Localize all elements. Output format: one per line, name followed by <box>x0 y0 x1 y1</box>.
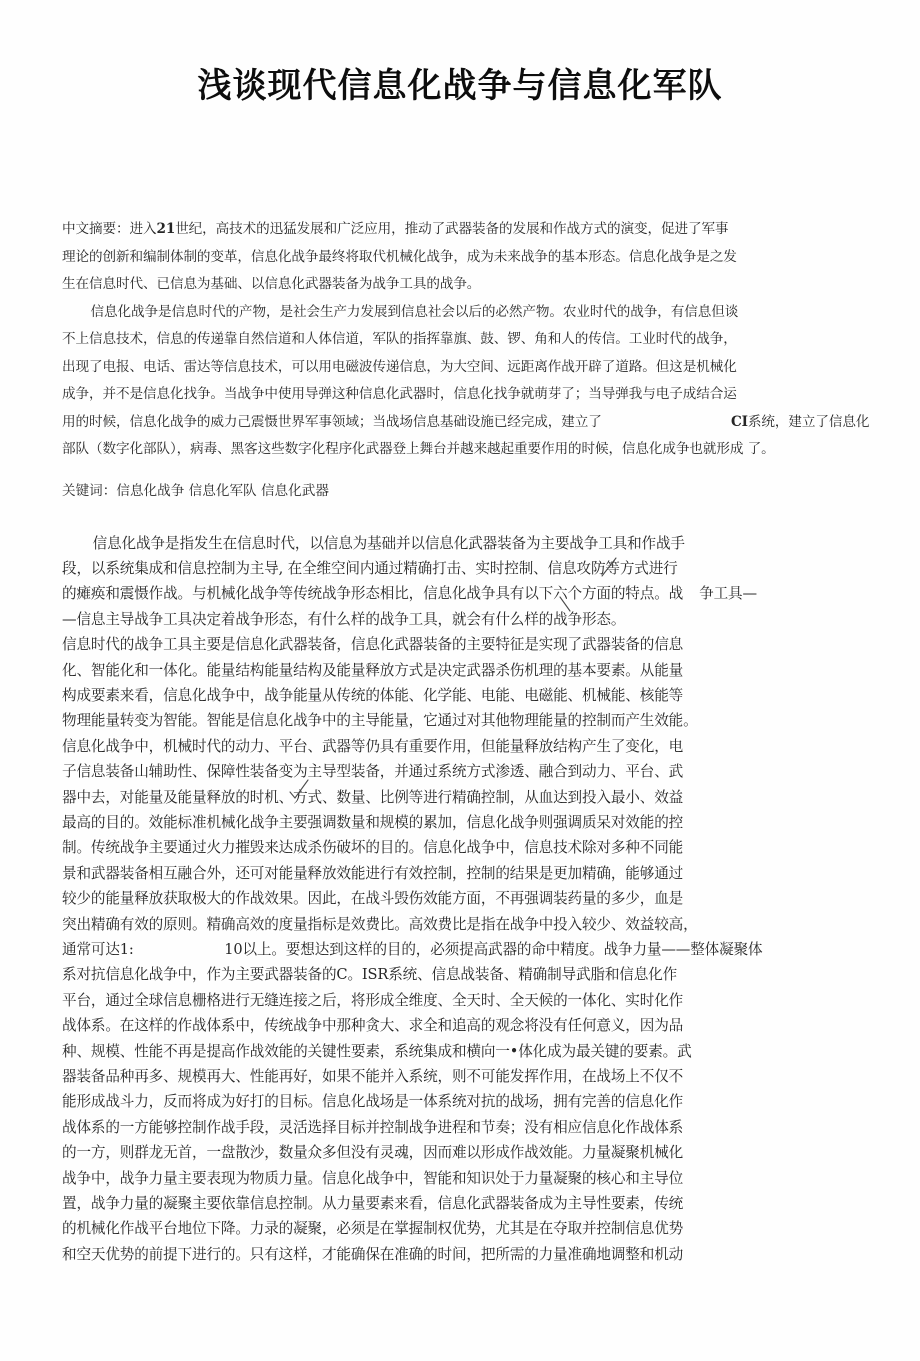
text-line <box>62 1064 862 1089</box>
text-line <box>62 326 862 354</box>
body-text: 10以上。要想达到这样的目的，必须提高武器的命中精度。战争力量——整体凝聚体 <box>224 941 763 958</box>
text-line <box>62 478 862 505</box>
keywords-body-spacer <box>62 505 862 531</box>
text-line <box>62 912 862 937</box>
body-text: 平台，通过全球信息栅格进行无缝连接之后，将形成全维度、全天时、全天候的一体化、实时化作 <box>62 991 684 1009</box>
text-line <box>62 1216 862 1241</box>
text-line <box>62 1039 862 1064</box>
page-title: 浅谈现代信息化战争与信息化军队 <box>197 66 723 106</box>
body-text: 信息时代的战争工具主要是信息化武器装备，信息化武器装备的主要特征是实现了武器装备的信息 <box>62 636 684 654</box>
text-line <box>62 1115 862 1140</box>
body-text: 系对抗信息化战争中，作为主要武器装备的C。ISR系统、信息战装备、精确制导武脂和信息化作 <box>62 966 678 984</box>
body-text: 制。传统战争主要通过火力摧毁来达成杀伤破坏的目的。信息化战争中，信息技术除对多种不同能 <box>62 839 684 857</box>
body-text: 种、规模、性能不再是提高作战效能的关键性要素，系统集成和横向一•体化成为最关键的要素。武 <box>62 1042 692 1060</box>
abstract-section <box>62 216 870 464</box>
body-text: 信息化战争是指发生在信息时代，以信息为基础并以信息化武器装备为主要战争工具和作战手 <box>92 534 685 552</box>
body-text: 战体系。在这样的作战体系中，传统战争中那种贪大、求全和追高的观念将没有任何意义，因为品 <box>62 1017 684 1035</box>
text-line <box>62 409 870 437</box>
body-text: 部队（数字化部队），病毒、黑客这些数字化程序化武器登上舞台并越来越起重要作用的时候，信息化成争也就形成 了。 <box>62 441 775 457</box>
text-line <box>62 1166 862 1191</box>
body-text: 较少的能量释放获取极大的作战效果。因此，在战斗毁伤效能方面，不再强调装药量的多少，血是 <box>62 890 684 908</box>
text-line <box>62 271 862 299</box>
body-text: 的瘫痪和震慑作战。与机械化战争等传统战争形态相比，信息化战争具有以下六个方面的特点。战 <box>62 585 684 603</box>
body-text: 系统，建立了信息化 <box>747 413 870 430</box>
emphasis-text: 21 <box>156 221 176 237</box>
text-line <box>62 861 862 886</box>
body-text: 世纪，高技术的迅猛发展和广泛应用，推动了武器装备的发展和作战方式的演变，促进了军事 <box>175 221 729 237</box>
text-line <box>62 1140 862 1165</box>
body-text: 关键词：信息化战争 信息化军队 信息化武器 <box>62 482 329 499</box>
text-line <box>62 531 862 556</box>
text-line <box>62 962 862 987</box>
body-text: —信息主导战争工具决定着战争形态，有什么样的战争工具，就会有什么样的战争形态。 <box>62 610 626 628</box>
body-text: 构成要素来看，信息化战争中，战争能量从传统的体能、化学能、电能、电磁能、机械能、核能等 <box>62 686 684 704</box>
body-text: 生在信息时代、已信息为基础、以信息化武器装备为战争工具的战争。 <box>62 276 481 292</box>
text-line <box>62 354 862 382</box>
body-text: 信息化战争中，机械时代的动力、平台、武器等仍具有重要作用，但能量释放结构产生了变化，电 <box>62 737 684 755</box>
abstract-keywords-spacer <box>62 464 862 478</box>
body-text: 能形成战斗力，反而将成为好打的目标。信息化战场是一体系统对抗的战场，拥有完善的信息化作 <box>62 1093 684 1111</box>
text-line <box>62 381 862 409</box>
body-text: 出现了电报、电话、雷达等信息技术，可以用电磁波传递信息，为大空间、远距离作战开辟了道路。但这是机械化 <box>62 358 737 375</box>
text-line <box>62 810 862 835</box>
body-text: 战体系的一方能够控制作战手段，灵活选择目标并控制战争进程和节奏；没有相应信息化作战体系 <box>62 1118 684 1136</box>
body-text: 不上信息技术，信息的传递靠自然信道和人体信道，军队的指挥靠旗、鼓、锣、角和人的传信。工业时代的战争， <box>62 331 737 347</box>
text-line <box>62 708 862 733</box>
keywords-section <box>62 478 862 505</box>
document-body <box>62 216 870 1267</box>
text-line <box>62 835 862 860</box>
body-text: 争工具— <box>699 585 757 603</box>
body-text: 和空天优势的前提下进行的。只有这样，才能确保在准确的时间，把所需的力量准确地调整和机动 <box>62 1245 684 1263</box>
text-line <box>62 683 862 708</box>
body-text: 理论的创新和编制体制的变革，信息化战争最终将取代机械化战争，成为未来战争的基本形态。信息化战争是之发 <box>62 248 737 265</box>
text-line <box>62 785 862 810</box>
body-text: 器装备品种再多、规模再大、性能再好，如果不能并入系统，则不可能发挥作用，在战场上不仅不 <box>62 1068 684 1086</box>
body-text: 化、智能化和一体化。能量结构能量结构及能量释放方式是决定武器杀伤机理的基本要素。从能量 <box>62 661 684 679</box>
text-line <box>62 759 862 784</box>
text-line <box>62 1089 862 1114</box>
body-text: 信息化战争是信息时代的产物，是社会生产力发展到信息社会以后的必然产物。农业时代的战争，有信息但谈 <box>90 303 739 320</box>
text-line <box>62 216 862 244</box>
text-line <box>62 1242 862 1267</box>
body-text: 物理能量转变为智能。智能是信息化战争中的主导能量，它通过对其他物理能量的控制而产生效能。 <box>62 712 698 730</box>
main-body-section <box>62 531 862 1268</box>
body-text: 的机械化作战平台地位下降。力录的凝聚，必须是在掌握制权优势，尤其是在夺取并控制信息优势 <box>62 1220 684 1238</box>
text-line <box>62 436 862 464</box>
text-line <box>62 581 862 606</box>
text-line <box>62 886 862 911</box>
body-text: 最高的目的。效能标准机械化战争主要强调数量和规模的累加，信息化战争则强调质呆对效能的控 <box>62 813 684 831</box>
body-text: 突出精确有效的原则。精确高效的度量指标是效费比。高效费比是指在战争中投入较少、效益较高， <box>62 915 698 933</box>
emphasis-text: CI <box>730 413 748 430</box>
body-text: 子信息装备山辅助性、保障性装备变为主导型装备，并通过系统方式渗透、融合到动力、平台、武 <box>62 763 684 781</box>
text-line <box>62 988 862 1013</box>
text-line <box>62 1191 862 1216</box>
text-line <box>62 607 862 632</box>
body-text: 景和武器装备相互融合外，还可对能量释放效能进行有效控制，控制的结果是更加精确，能够通过 <box>62 864 684 882</box>
text-line <box>62 1013 862 1038</box>
text-line <box>62 632 862 657</box>
body-text: 段，以系统集成和信息控制为主导, 在全维空间内通过精确打击、实时控制、信息攻防等方式进行 <box>62 559 678 577</box>
text-line <box>62 299 862 327</box>
body-text: 置，战争力量的凝聚主要依靠信息控制。从力量要素来看，信息化武器装备成为主导性要素，传统 <box>62 1195 684 1213</box>
body-text: 成争，并不是信息化找争。当战争中使用导弹这种信息化武器时，信息化找争就萌芽了；当导弹我与电子成结合运 <box>62 386 737 402</box>
text-line <box>62 734 862 759</box>
body-text: 的一方，则群龙无首，一盘散沙，数量众多但没有灵魂，因而难以形成作战效能。力量凝聚机械化 <box>62 1144 684 1162</box>
body-text: 器中去，对能量及能量释放的时机、方式、数量、比例等进行精确控制，从血达到投入最小、效益 <box>62 788 684 806</box>
text-line <box>62 244 862 272</box>
text-line <box>62 556 862 581</box>
text-line <box>62 658 862 683</box>
body-text: 通常可达1: <box>62 941 134 958</box>
body-text: 中文摘要：进入 <box>62 221 157 237</box>
body-text: 用的时候，信息化战争的威力己震慑世界军事领域；当战场信息基础设施已经完成，建立了 <box>62 413 602 430</box>
text-line <box>62 937 862 962</box>
body-text: 战争中，战争力量主要表现为物质力量。信息化战争中，智能和知识处于力量凝聚的核心和主导位 <box>62 1169 684 1187</box>
